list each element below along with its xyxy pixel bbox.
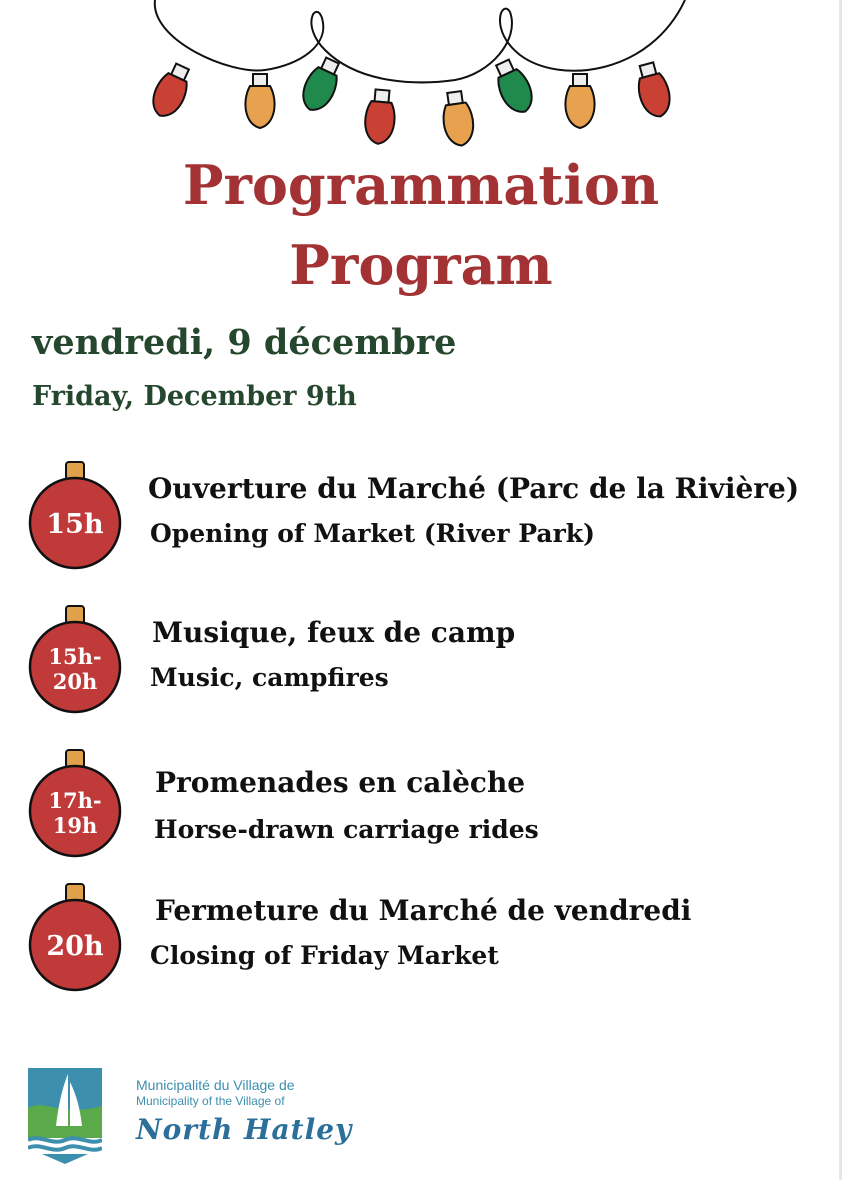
bulb-icon [245, 74, 274, 128]
event-time: 15h [46, 508, 104, 540]
municipality-logo-icon [28, 1068, 102, 1164]
page-title-fr: Programmation [182, 153, 660, 217]
ornament-icon [28, 748, 122, 860]
event-title-fr: Ouverture du Marché (Parc de la Rivière) [148, 472, 800, 505]
ornament-icon [28, 460, 122, 572]
ornament-icon [28, 882, 122, 994]
bulb-icon [440, 90, 476, 148]
bulb-icon [297, 54, 346, 115]
event-time: 20h [46, 930, 104, 962]
event-title-fr: Promenades en calèche [155, 766, 526, 799]
event-time: 15h-20h [48, 643, 102, 694]
organization-line-en: Municipality of the Village of [136, 1094, 285, 1108]
event-item [0, 460, 842, 570]
bulb-icon [363, 89, 397, 145]
date-heading-en: Friday, December 9th [32, 381, 357, 412]
bulb-icon [147, 60, 196, 121]
date-heading-fr: vendredi, 9 décembre [32, 322, 457, 363]
event-item [0, 748, 842, 858]
event-title-en: Closing of Friday Market [150, 941, 499, 970]
bulb-icon [565, 74, 594, 128]
event-time: 17h-19h [48, 787, 102, 838]
event-title-en: Opening of Market (River Park) [150, 519, 595, 548]
organization-line-fr: Municipalité du Village de [136, 1077, 295, 1093]
ornament-icon [28, 604, 122, 716]
bulb-icon [489, 56, 538, 117]
event-title-fr: Musique, feux de camp [152, 616, 516, 649]
event-title-en: Horse-drawn carriage rides [154, 815, 539, 844]
event-title-fr: Fermeture du Marché de vendredi [155, 894, 692, 927]
christmas-lights-garland [0, 0, 842, 160]
bulb-icon [632, 60, 674, 120]
organization-name: North Hatley [136, 1113, 353, 1146]
event-item [0, 882, 842, 992]
event-item [0, 604, 842, 714]
event-title-en: Music, campfires [150, 663, 389, 692]
page-title-en: Program [289, 233, 553, 297]
